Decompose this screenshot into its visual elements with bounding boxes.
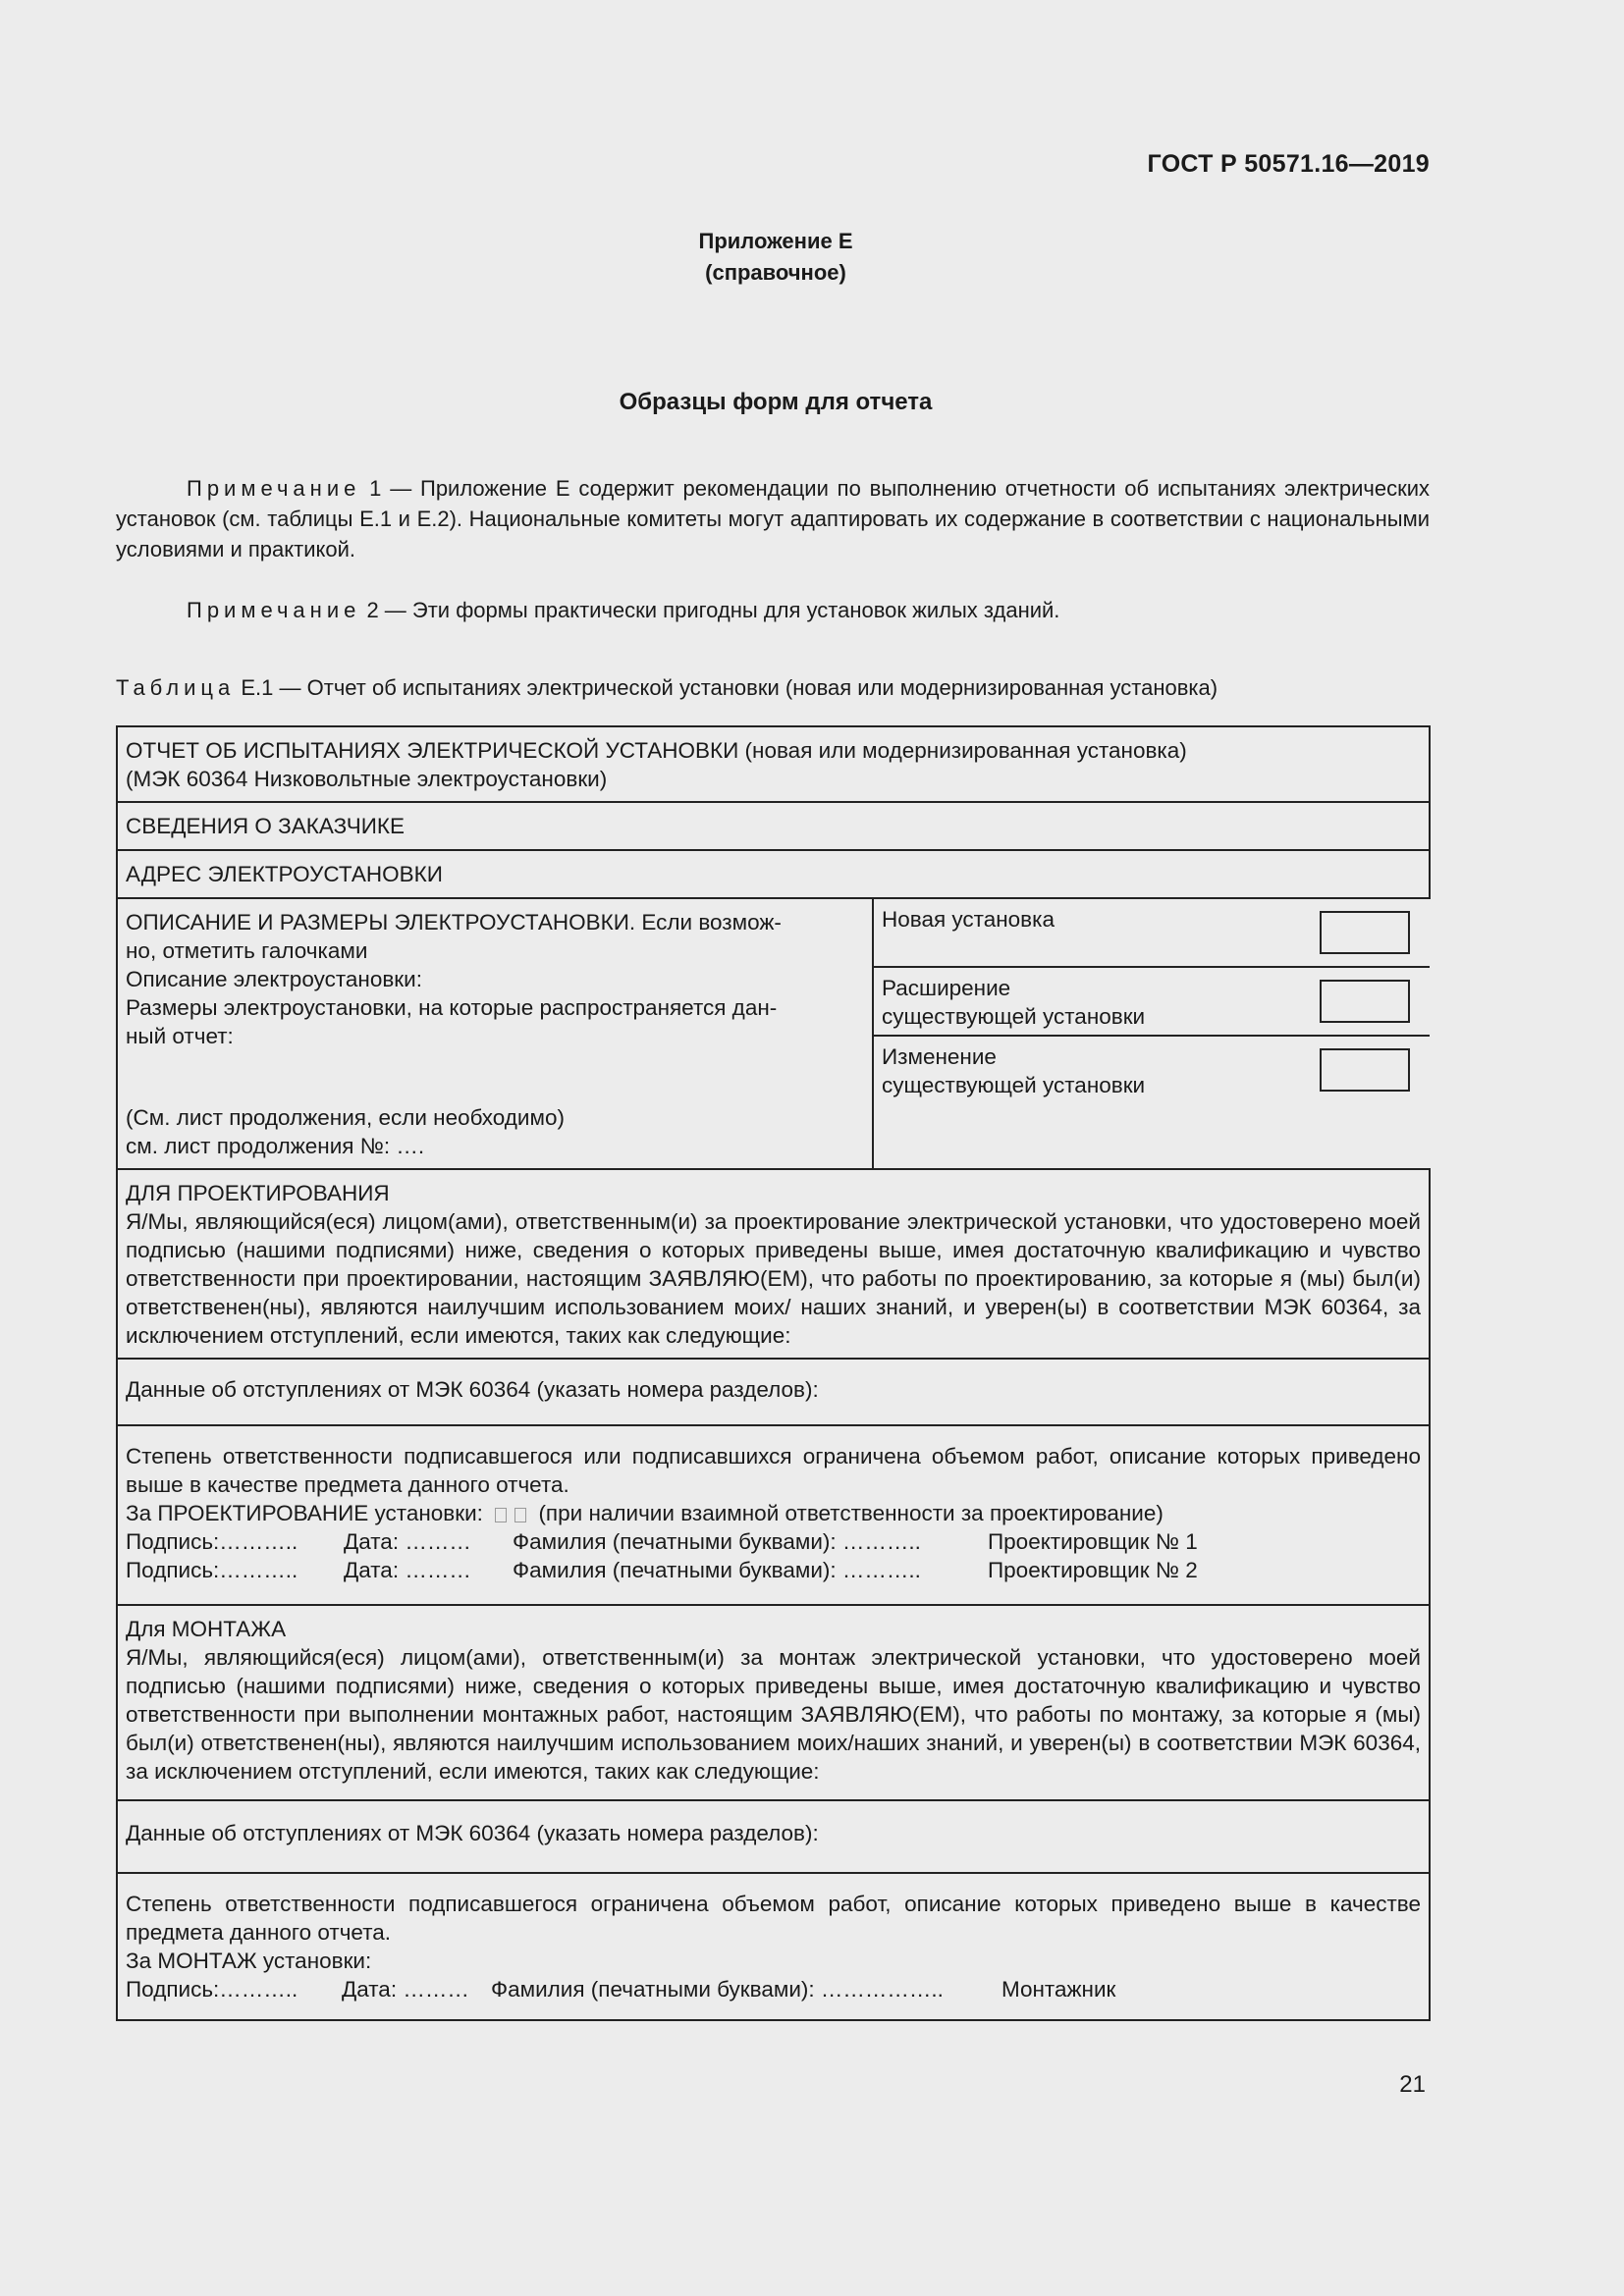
note-2 <box>116 595 1430 625</box>
description-row <box>117 898 1430 1169</box>
designer-2-signature[interactable]: Подпись:……….. <box>126 1558 298 1582</box>
installer-date[interactable]: Дата: ……… <box>342 1977 469 2002</box>
design-responsibility-text: Степень ответственности подписавшегося или подписавшихся ограничена объемом работ, описание которых приведено выше в качестве предмета данного отчета. <box>126 1444 1421 1497</box>
option-alteration-label: Изменение <box>882 1044 997 1069</box>
table-caption-text: Е.1 — Отчет об испытаниях электрической установки (новая или модернизированная установка) <box>235 675 1218 700</box>
note-1-text: 1 — Приложение Е содержит рекомендации по выполнению отчетности об испытаниях электрических установок (см. таблицы Е.1 и Е.2). Национальные комитеты могут адаптировать их содержание в соответствии с национальными условиями и практикой. <box>116 476 1430 561</box>
extension-checkbox[interactable] <box>1320 980 1410 1023</box>
form-title-row <box>117 726 1430 802</box>
option-alteration-label-2: существующей установки <box>882 1073 1146 1097</box>
designer-2-name[interactable]: Фамилия (печатными буквами): ……….. <box>513 1558 921 1582</box>
install-heading: Для МОНТАЖА <box>126 1617 287 1641</box>
design-deviations-row <box>117 1359 1430 1425</box>
option-new-label: Новая установка <box>882 907 1055 932</box>
design-declaration-row <box>117 1169 1430 1359</box>
installer-signature[interactable]: Подпись:……….. <box>126 1977 298 2002</box>
option-new-installation <box>874 899 1430 968</box>
designer-1-name[interactable]: Фамилия (печатными буквами): ……….. <box>513 1529 921 1554</box>
designer-1-date[interactable]: Дата: ……… <box>344 1529 471 1554</box>
table-caption-label: Таблица <box>116 675 236 700</box>
description-hint: но, отметить галочками <box>126 938 368 963</box>
alteration-checkbox[interactable] <box>1320 1048 1410 1092</box>
note-1 <box>116 473 1430 564</box>
form-title: ОТЧЕТ ОБ ИСПЫТАНИЯХ ЭЛЕКТРИЧЕСКОЙ УСТАНОВКИ (новая или модернизированная установка) <box>126 738 1187 763</box>
customer-field[interactable]: СВЕДЕНИЯ О ЗАКАЗЧИКЕ <box>117 802 1430 850</box>
designer-1-role: Проектировщик № 1 <box>988 1529 1198 1554</box>
design-checkbox-1[interactable] <box>495 1508 507 1522</box>
description-heading: ОПИСАНИЕ И РАЗМЕРЫ ЭЛЕКТРОУСТАНОВКИ. Если возмож- <box>126 910 782 934</box>
address-field[interactable]: АДРЕС ЭЛЕКТРОУСТАНОВКИ <box>117 850 1430 898</box>
design-for-line <box>126 1499 1421 1527</box>
installer-role: Монтажник <box>1001 1977 1116 2002</box>
design-signatures-row <box>117 1425 1430 1605</box>
continuation-sheet-number: см. лист продолжения №: …. <box>126 1134 425 1158</box>
designer-2-signature-line <box>126 1556 1421 1584</box>
annex-title <box>0 226 1551 289</box>
section-title: Образцы форм для отчета <box>619 389 933 415</box>
design-deviations-field[interactable]: Данные об отступлениях от МЭК 60364 (указать номера разделов): <box>117 1359 1430 1425</box>
page-number: 21 <box>1399 2071 1426 2098</box>
installation-type-options <box>873 898 1430 1169</box>
install-signatures-row <box>117 1873 1430 2020</box>
option-extension-label: Расширение <box>882 976 1011 1000</box>
standard-code: ГОСТ Р 50571.16—2019 <box>1147 150 1430 178</box>
designer-2-date[interactable]: Дата: ……… <box>344 1558 471 1582</box>
install-deviations-row <box>117 1800 1430 1873</box>
continuation-note: (См. лист продолжения, если необходимо) <box>126 1105 565 1130</box>
option-extension <box>874 968 1430 1037</box>
description-label: Описание электроустановки: <box>126 967 422 991</box>
install-for-label: За МОНТАЖ установки: <box>126 1949 372 1973</box>
install-responsibility-text: Степень ответственности подписавшегося ограничена объемом работ, описание которых приведено выше в качестве предмета данного отчета. <box>126 1892 1421 1945</box>
size-label-cont: ный отчет: <box>126 1024 234 1048</box>
design-declaration-text: Я/Мы, являющийся(еся) лицом(ами), ответственным(и) за проектирование электрической установки, что удостоверено моей подписью (нашими подписями) ниже, сведения о которых приведены выше, имея достаточную квалификацию и чувство ответственности при проектировании, настоящим ЗАЯВЛЯЮ(ЕМ), что работы по проектированию, за которые я (мы) был(и) ответственен(ны), являются наилучшим использованием моих/ наших знаний, и уверен(ы) в соответствии МЭК 60364, за исключением отступлений, если имеются, таких как следующие: <box>126 1209 1421 1348</box>
note-2-label: Примечание <box>187 598 361 622</box>
install-declaration-row <box>117 1605 1430 1800</box>
annex-label: Приложение Е <box>698 229 853 253</box>
option-alteration <box>874 1037 1430 1164</box>
annex-type: (справочное) <box>705 260 846 285</box>
design-for-label: За ПРОЕКТИРОВАНИЕ установки: <box>126 1501 483 1525</box>
size-label: Размеры электроустановки, на которые распространяется дан- <box>126 995 778 1020</box>
form-subtitle: (МЭК 60364 Низковольтные электроустановки) <box>126 767 608 791</box>
table-caption <box>116 675 1218 701</box>
designer-1-signature-line <box>126 1527 1421 1556</box>
install-deviations-field[interactable]: Данные об отступлениях от МЭК 60364 (указать номера разделов): <box>117 1800 1430 1873</box>
note-1-label: Примечание <box>187 476 361 501</box>
new-installation-checkbox[interactable] <box>1320 911 1410 954</box>
note-2-text: 2 — Эти формы практически пригодны для установок жилых зданий. <box>360 598 1060 622</box>
report-form-table <box>116 725 1431 2021</box>
design-heading: ДЛЯ ПРОЕКТИРОВАНИЯ <box>126 1181 390 1205</box>
install-declaration-text: Я/Мы, являющийся(еся) лицом(ами), ответственным(и) за монтаж электрической установки, что удостоверено моей подписью (нашими подписями) ниже, сведения о которых приведены выше, имея достаточную квалификацию и чувство ответственности при выполнении монтажных работ, настоящим ЗАЯВЛЯЮ(ЕМ), что работы по монтажу, за которые я (мы) был(и) ответственен(ны), являются наилучшим использованием моих/наших знаний, и уверен(ы) в соответствии МЭК 60364, за исключением отступлений, если имеются, таких как следующие: <box>126 1645 1421 1784</box>
installer-name[interactable]: Фамилия (печатными буквами): …………….. <box>491 1977 944 2002</box>
design-for-note: (при наличии взаимной ответственности за проектирование) <box>538 1501 1164 1525</box>
customer-row <box>117 802 1430 850</box>
designer-2-role: Проектировщик № 2 <box>988 1558 1198 1582</box>
option-extension-label-2: существующей установки <box>882 1004 1146 1029</box>
address-row <box>117 850 1430 898</box>
installer-signature-line <box>126 1975 1421 2003</box>
designer-1-signature[interactable]: Подпись:……….. <box>126 1529 298 1554</box>
description-cell <box>117 898 873 1169</box>
design-checkbox-2[interactable] <box>514 1508 526 1522</box>
